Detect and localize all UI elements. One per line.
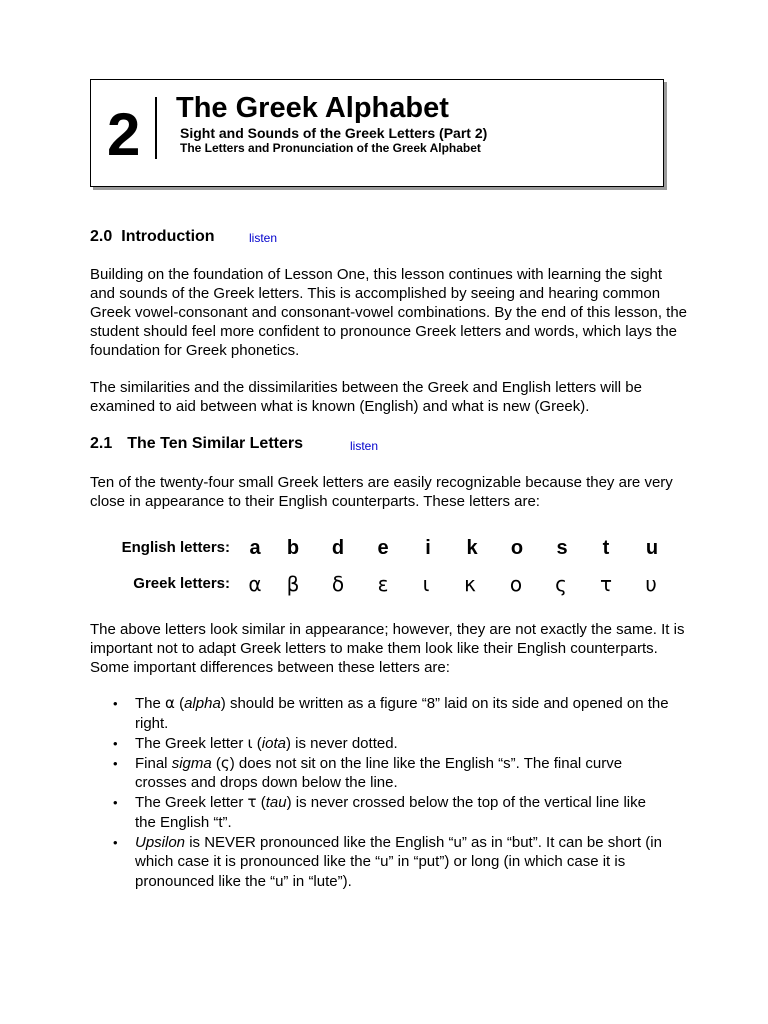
- list-item: [110, 734, 670, 754]
- english-letter: e: [377, 537, 389, 559]
- bullet-text: is NEVER pronounced like the English “u” as in “but”. It can be short (in which case it is pronounced like the “u” in “put”) or long (in which case it is pronounced like the “u” in “lute”).: [135, 833, 662, 890]
- english-letter: k: [466, 537, 478, 559]
- greek-letter: β: [286, 572, 300, 596]
- bullet-text: The Greek letter: [135, 794, 248, 811]
- bullet-icon: •: [113, 755, 118, 771]
- list-item: [110, 833, 670, 892]
- letter-name: iota: [261, 734, 286, 752]
- greek-letter: ς: [555, 572, 567, 596]
- section-heading-introduction: [90, 227, 215, 247]
- listen-link-similar-letters[interactable]: listen: [350, 439, 379, 453]
- english-letters-row: [90, 535, 690, 561]
- greek-letter: κ: [464, 572, 476, 596]
- english-letter: i: [425, 537, 431, 559]
- english-letter: o: [510, 537, 524, 559]
- section-title: The Ten Similar Letters: [127, 435, 303, 452]
- listen-link-introduction[interactable]: listen: [249, 231, 278, 245]
- bullet-icon: •: [113, 735, 118, 751]
- chapter-header: [90, 79, 664, 187]
- greek-letter: ι: [422, 572, 430, 596]
- letter-name: sigma: [171, 754, 212, 772]
- bullet-text: Final: [135, 754, 172, 772]
- greek-letter: α: [248, 572, 262, 596]
- greek-letter: ο: [509, 572, 523, 596]
- greek-glyph: τ: [247, 793, 257, 811]
- greek-letter: ε: [377, 572, 389, 596]
- english-letter: d: [331, 537, 345, 559]
- chapter-subtitle: Sight and Sounds of the Greek Letters (Part 2): [180, 125, 488, 141]
- intro-paragraph-2: The similarities and the dissimilarities between the Greek and English letters will be examined to aid between what is known (English) and what is new (Greek).: [90, 379, 642, 415]
- english-letter: b: [286, 537, 300, 559]
- header-divider: [155, 97, 157, 159]
- greek-letter: τ: [599, 572, 613, 596]
- bullet-text: ) should be written as a figure “8” laid on its side and opened on the right.: [135, 695, 669, 732]
- greek-letters-label: Greek letters:: [133, 575, 230, 592]
- intro-paragraph-1: Building on the foundation of Lesson One, this lesson continues with learning the sight and sounds of the Greek letters. This is accomplished by seeing and hearing common Greek vowel-consonant and consonant-vowel combinations. By the end of this lesson, the student should feel more confident to pronounce Greek letters and words, which lays the foundation for Greek phonetics.: [90, 266, 688, 359]
- chapter-number: 2: [107, 101, 141, 168]
- list-item: [110, 754, 670, 793]
- bullet-text: ) is never dotted.: [285, 734, 398, 752]
- bullet-text: ) does not sit on the line like the English “s”. The final curve crosses and drops down below the line.: [135, 754, 623, 791]
- list-item: [110, 694, 670, 733]
- section-title: Introduction: [121, 228, 215, 245]
- greek-glyph: ι: [247, 733, 253, 752]
- chapter-subsubtitle: The Letters and Pronunciation of the Greek Alphabet: [180, 141, 481, 155]
- greek-letter: δ: [331, 572, 345, 596]
- letter-name: tau: [265, 794, 287, 811]
- bullet-text: The: [135, 695, 166, 712]
- bullet-text: (: [252, 734, 262, 752]
- section-number: 2.1: [90, 435, 113, 452]
- english-letter: s: [556, 537, 568, 559]
- greek-glyph: α: [165, 694, 175, 712]
- bullet-text: (: [211, 754, 221, 772]
- bullet-text: (: [174, 695, 185, 712]
- english-letter: t: [602, 537, 610, 559]
- letter-name: Upsilon: [135, 833, 186, 851]
- greek-letters-row: [90, 571, 690, 597]
- list-item: [110, 793, 670, 832]
- english-letter: u: [645, 537, 659, 559]
- english-letters-label: English letters:: [121, 539, 230, 556]
- bullet-text: ) is never crossed below the top of the vertical line like the English “t”.: [135, 794, 646, 831]
- bullet-icon: •: [113, 696, 118, 711]
- differences-list: [110, 694, 670, 892]
- english-letter: a: [249, 537, 261, 559]
- section-heading-similar-letters: [90, 434, 303, 454]
- chapter-title: The Greek Alphabet: [176, 92, 449, 124]
- bullet-text: The Greek letter: [135, 734, 248, 752]
- section-number: 2.0: [90, 228, 113, 245]
- bullet-icon: •: [113, 795, 118, 810]
- greek-glyph: ς: [220, 753, 230, 772]
- letter-name: alpha: [184, 695, 221, 712]
- differences-intro-paragraph: The above letters look similar in appearance; however, they are not exactly the same. It is important not to adapt Greek letters to make them look like their English counterparts. Some important differences between these letters are:: [90, 621, 685, 676]
- bullet-icon: •: [113, 834, 118, 850]
- similar-intro-paragraph: Ten of the twenty-four small Greek letters are easily recognizable because they are very close in appearance to their English counterparts. These letters are:: [90, 474, 673, 510]
- greek-letter: υ: [645, 572, 657, 596]
- bullet-text: (: [256, 794, 266, 811]
